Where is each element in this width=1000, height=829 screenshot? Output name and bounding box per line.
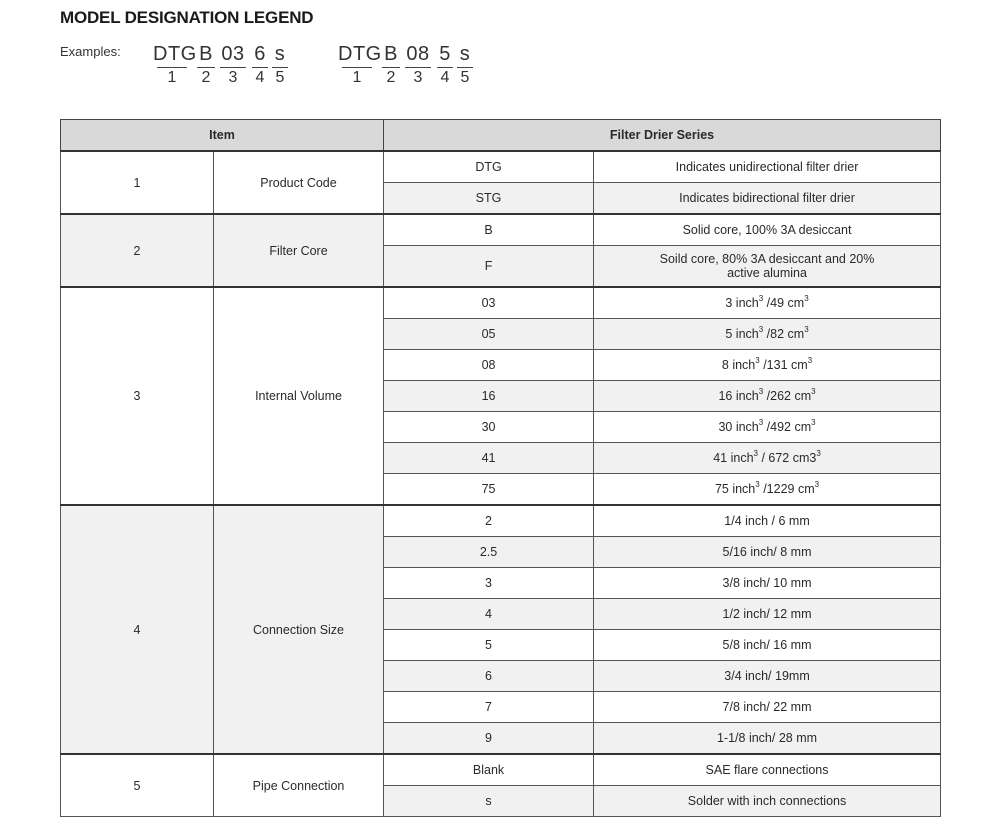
examples-label: Examples: <box>60 44 121 59</box>
header-filter-drier-series: Filter Drier Series <box>384 120 941 152</box>
series-code: B <box>384 214 594 246</box>
series-code: 3 <box>384 568 594 599</box>
series-code: 75 <box>384 474 594 506</box>
group-item-5 <box>61 754 941 817</box>
group-item-2 <box>61 214 941 287</box>
series-code: 41 <box>384 443 594 474</box>
segment-filter-core: B 2 <box>382 43 400 87</box>
series-description: 3/8 inch/ 10 mm <box>594 568 941 599</box>
group-item-3 <box>61 287 941 505</box>
segment-internal-volume: 08 3 <box>406 43 430 86</box>
series-code: 4 <box>384 599 594 630</box>
series-description: 3 inch$^3$ /49 $cm^3$ <box>594 287 941 319</box>
series-description: 8 inch$^3$ /131 $cm^3$ <box>594 350 941 381</box>
series-code: 05 <box>384 319 594 350</box>
item-number: 4 <box>61 505 214 754</box>
series-description: 3/4 inch/ 19mm <box>594 661 941 692</box>
series-description: 1/2 inch/ 12 mm <box>594 599 941 630</box>
item-name: Pipe Connection <box>214 754 384 817</box>
series-description: Indicates unidirectional filter drier <box>594 151 941 183</box>
segment-connection-size: 5 4 <box>437 43 453 87</box>
series-code: 5 <box>384 630 594 661</box>
series-code: 2 <box>384 505 594 537</box>
segment-product-code: DTG 1 <box>338 43 382 86</box>
series-description: Soild core, 80% 3A desiccant and 20% active alumina <box>594 246 941 288</box>
series-code: 03 <box>384 287 594 319</box>
item-number: 3 <box>61 287 214 505</box>
series-code: 30 <box>384 412 594 443</box>
series-code: 08 <box>384 350 594 381</box>
series-code: 16 <box>384 381 594 412</box>
series-description: 7/8 inch/ 22 mm <box>594 692 941 723</box>
series-description: 16 inch$^3$ /262 $cm^3$ <box>594 381 941 412</box>
designation-table <box>60 119 941 817</box>
series-description: 30 inch$^3$ /492 $cm^3$ <box>594 412 941 443</box>
table-row <box>61 754 941 786</box>
segment-pipe-connection: s 5 <box>272 43 288 87</box>
segment-connection-size: 6 4 <box>252 43 268 87</box>
series-code: 2.5 <box>384 537 594 568</box>
group-item-4 <box>61 505 941 754</box>
table-row <box>61 505 941 537</box>
series-description: 41 inch$^3$ / 672 $cm3^3$ <box>594 443 941 474</box>
segment-product-code: DTG 1 <box>153 43 197 86</box>
series-code: Blank <box>384 754 594 786</box>
series-description: 1-1/8 inch/ 28 mm <box>594 723 941 755</box>
series-code: 9 <box>384 723 594 755</box>
table-row <box>61 214 941 246</box>
series-description: Solid core, 100% 3A desiccant <box>594 214 941 246</box>
series-code: 6 <box>384 661 594 692</box>
header-item: Item <box>61 120 384 152</box>
group-item-1 <box>61 151 941 214</box>
table-row <box>61 287 941 319</box>
series-description: Indicates bidirectional filter drier <box>594 183 941 215</box>
item-number: 1 <box>61 151 214 214</box>
page-title: MODEL DESIGNATION LEGEND <box>60 8 314 27</box>
series-code: s <box>384 786 594 817</box>
series-code: DTG <box>384 151 594 183</box>
item-number: 5 <box>61 754 214 817</box>
series-description: 5/8 inch/ 16 mm <box>594 630 941 661</box>
segment-internal-volume: 03 3 <box>221 43 245 86</box>
item-name: Product Code <box>214 151 384 214</box>
series-description: SAE flare connections <box>594 754 941 786</box>
segment-filter-core: B 2 <box>197 43 215 87</box>
segment-pipe-connection: s 5 <box>457 43 473 87</box>
item-name: Filter Core <box>214 214 384 287</box>
series-description: 1/4 inch / 6 mm <box>594 505 941 537</box>
series-description: Solder with inch connections <box>594 786 941 817</box>
series-description: 5/16 inch/ 8 mm <box>594 537 941 568</box>
series-description: 75 inch$^3$ /1229 $cm^3$ <box>594 474 941 506</box>
item-name: Connection Size <box>214 505 384 754</box>
item-name: Internal Volume <box>214 287 384 505</box>
series-code: 7 <box>384 692 594 723</box>
series-code: STG <box>384 183 594 215</box>
table-row <box>61 151 941 183</box>
series-description: 5 inch$^3$ /82 $cm^3$ <box>594 319 941 350</box>
item-number: 2 <box>61 214 214 287</box>
series-code: F <box>384 246 594 288</box>
